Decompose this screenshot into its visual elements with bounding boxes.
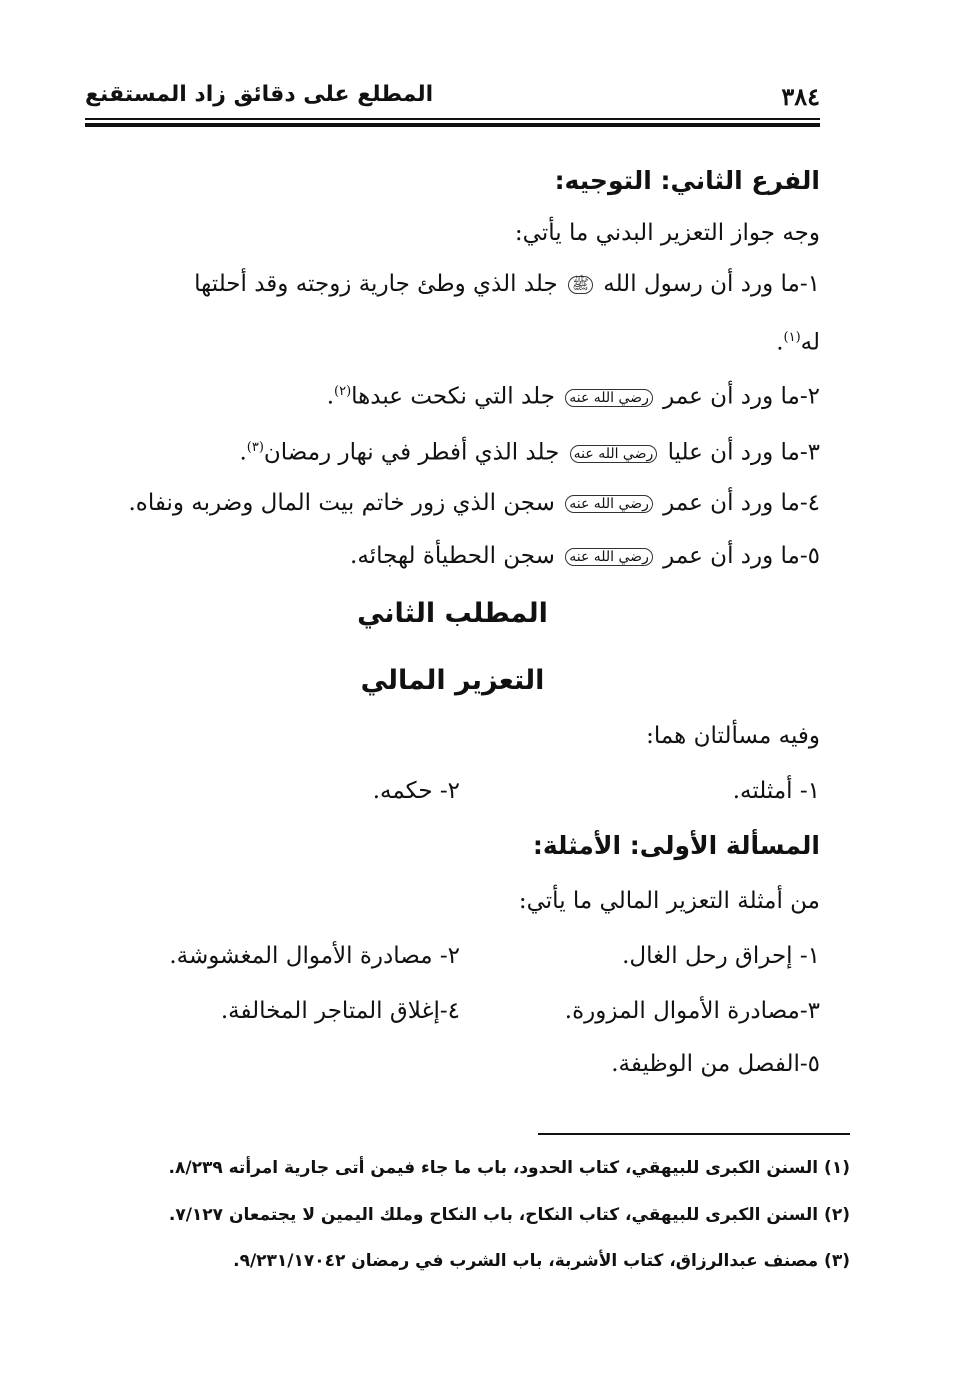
example-4: ٤-إغلاق المتاجر المخالفة. (220, 998, 460, 1024)
item-text: ٢-ما ورد أن عمر (663, 383, 820, 410)
item-text: ١-ما ورد أن رسول الله (603, 271, 820, 297)
footnote-ref: (٣) (246, 440, 264, 455)
chapter-title: التعزير المالي (360, 665, 545, 696)
footnote-ref: (١) (783, 330, 801, 345)
footnote-1: (١) السنن الكبرى للبيهقي، كتاب الحدود، باب ما جاء فيمن أتى جارية امرأته ٨/٢٣٩. (168, 1158, 850, 1178)
running-header (85, 82, 820, 122)
item-text: سجن الحطيأة لهجائه. (350, 543, 555, 569)
intro-line: وجه جواز التعزير البدني ما يأتي: (514, 220, 820, 246)
honorific-glyph: رضي الله عنه (570, 445, 658, 463)
list-item-1-continued (776, 322, 820, 359)
list-item-5 (350, 540, 820, 573)
item-text: ٣-ما ورد أن عليا (667, 439, 820, 466)
book-title: المطلع على دقائق زاد المستقنع (85, 82, 434, 107)
example-3: ٣-مصادرة الأموال المزورة. (564, 998, 820, 1024)
honorific-glyph: رضي الله عنه (565, 495, 653, 513)
examples-intro: من أمثلة التعزير المالي ما يأتي: (518, 888, 820, 914)
item-text: جلد الذي وطئ جارية زوجته وقد أحلتها (194, 271, 558, 297)
item-text: له (800, 329, 820, 356)
footnote-3: (٣) مصنف عبدالرزاق، كتاب الأشربة، باب الشرب في رمضان ٩/٢٣١/١٧٠٤٢. (233, 1251, 850, 1271)
item-text: سجن الذي زور خاتم بيت المال وضربه ونفاه. (128, 490, 555, 516)
list-item-3 (239, 432, 820, 470)
example-1: ١- إحراق رحل الغال. (622, 943, 820, 969)
subsection-heading: المسألة الأولى: الأمثلة: (532, 831, 820, 860)
issues-intro: وفيه مسألتان هما: (646, 723, 820, 749)
item-text: جلد الذي أفطر في نهار رمضان (263, 439, 560, 466)
footnote-ref: (٢) (334, 384, 352, 399)
honorific-glyph: رضي الله عنه (565, 389, 653, 407)
header-rule-thick (85, 123, 820, 127)
example-2: ٢- مصادرة الأموال المغشوشة. (169, 943, 460, 969)
list-item-2 (327, 376, 820, 414)
footnote-2: (٢) السنن الكبرى للبيهقي، كتاب النكاح، باب النكاح وملك اليمين لا يجتمعان ٧/١٢٧. (168, 1205, 850, 1225)
chapter-heading: المطلب الثاني (357, 598, 548, 629)
item-text: ٥-ما ورد أن عمر (663, 543, 820, 569)
item-text: جلد التي نكحت عبدها (351, 383, 555, 410)
honorific-glyph: ﷺ (568, 276, 593, 294)
honorific-glyph: رضي الله عنه (565, 548, 653, 566)
header-rule-thin (85, 118, 820, 120)
list-item-4 (128, 487, 820, 520)
period: . (326, 383, 335, 410)
example-5: ٥-الفصل من الوظيفة. (611, 1051, 820, 1077)
section-heading: الفرع الثاني: التوجيه: (554, 166, 820, 195)
period: . (776, 329, 784, 356)
page-number: ٣٨٤ (781, 82, 820, 111)
footnote-separator (538, 1133, 850, 1135)
issue-1: ١- أمثلته. (732, 778, 820, 804)
issue-2: ٢- حكمه. (372, 778, 460, 804)
period: . (239, 439, 247, 466)
item-text: ٤-ما ورد أن عمر (663, 490, 820, 516)
list-item-1 (194, 268, 820, 301)
